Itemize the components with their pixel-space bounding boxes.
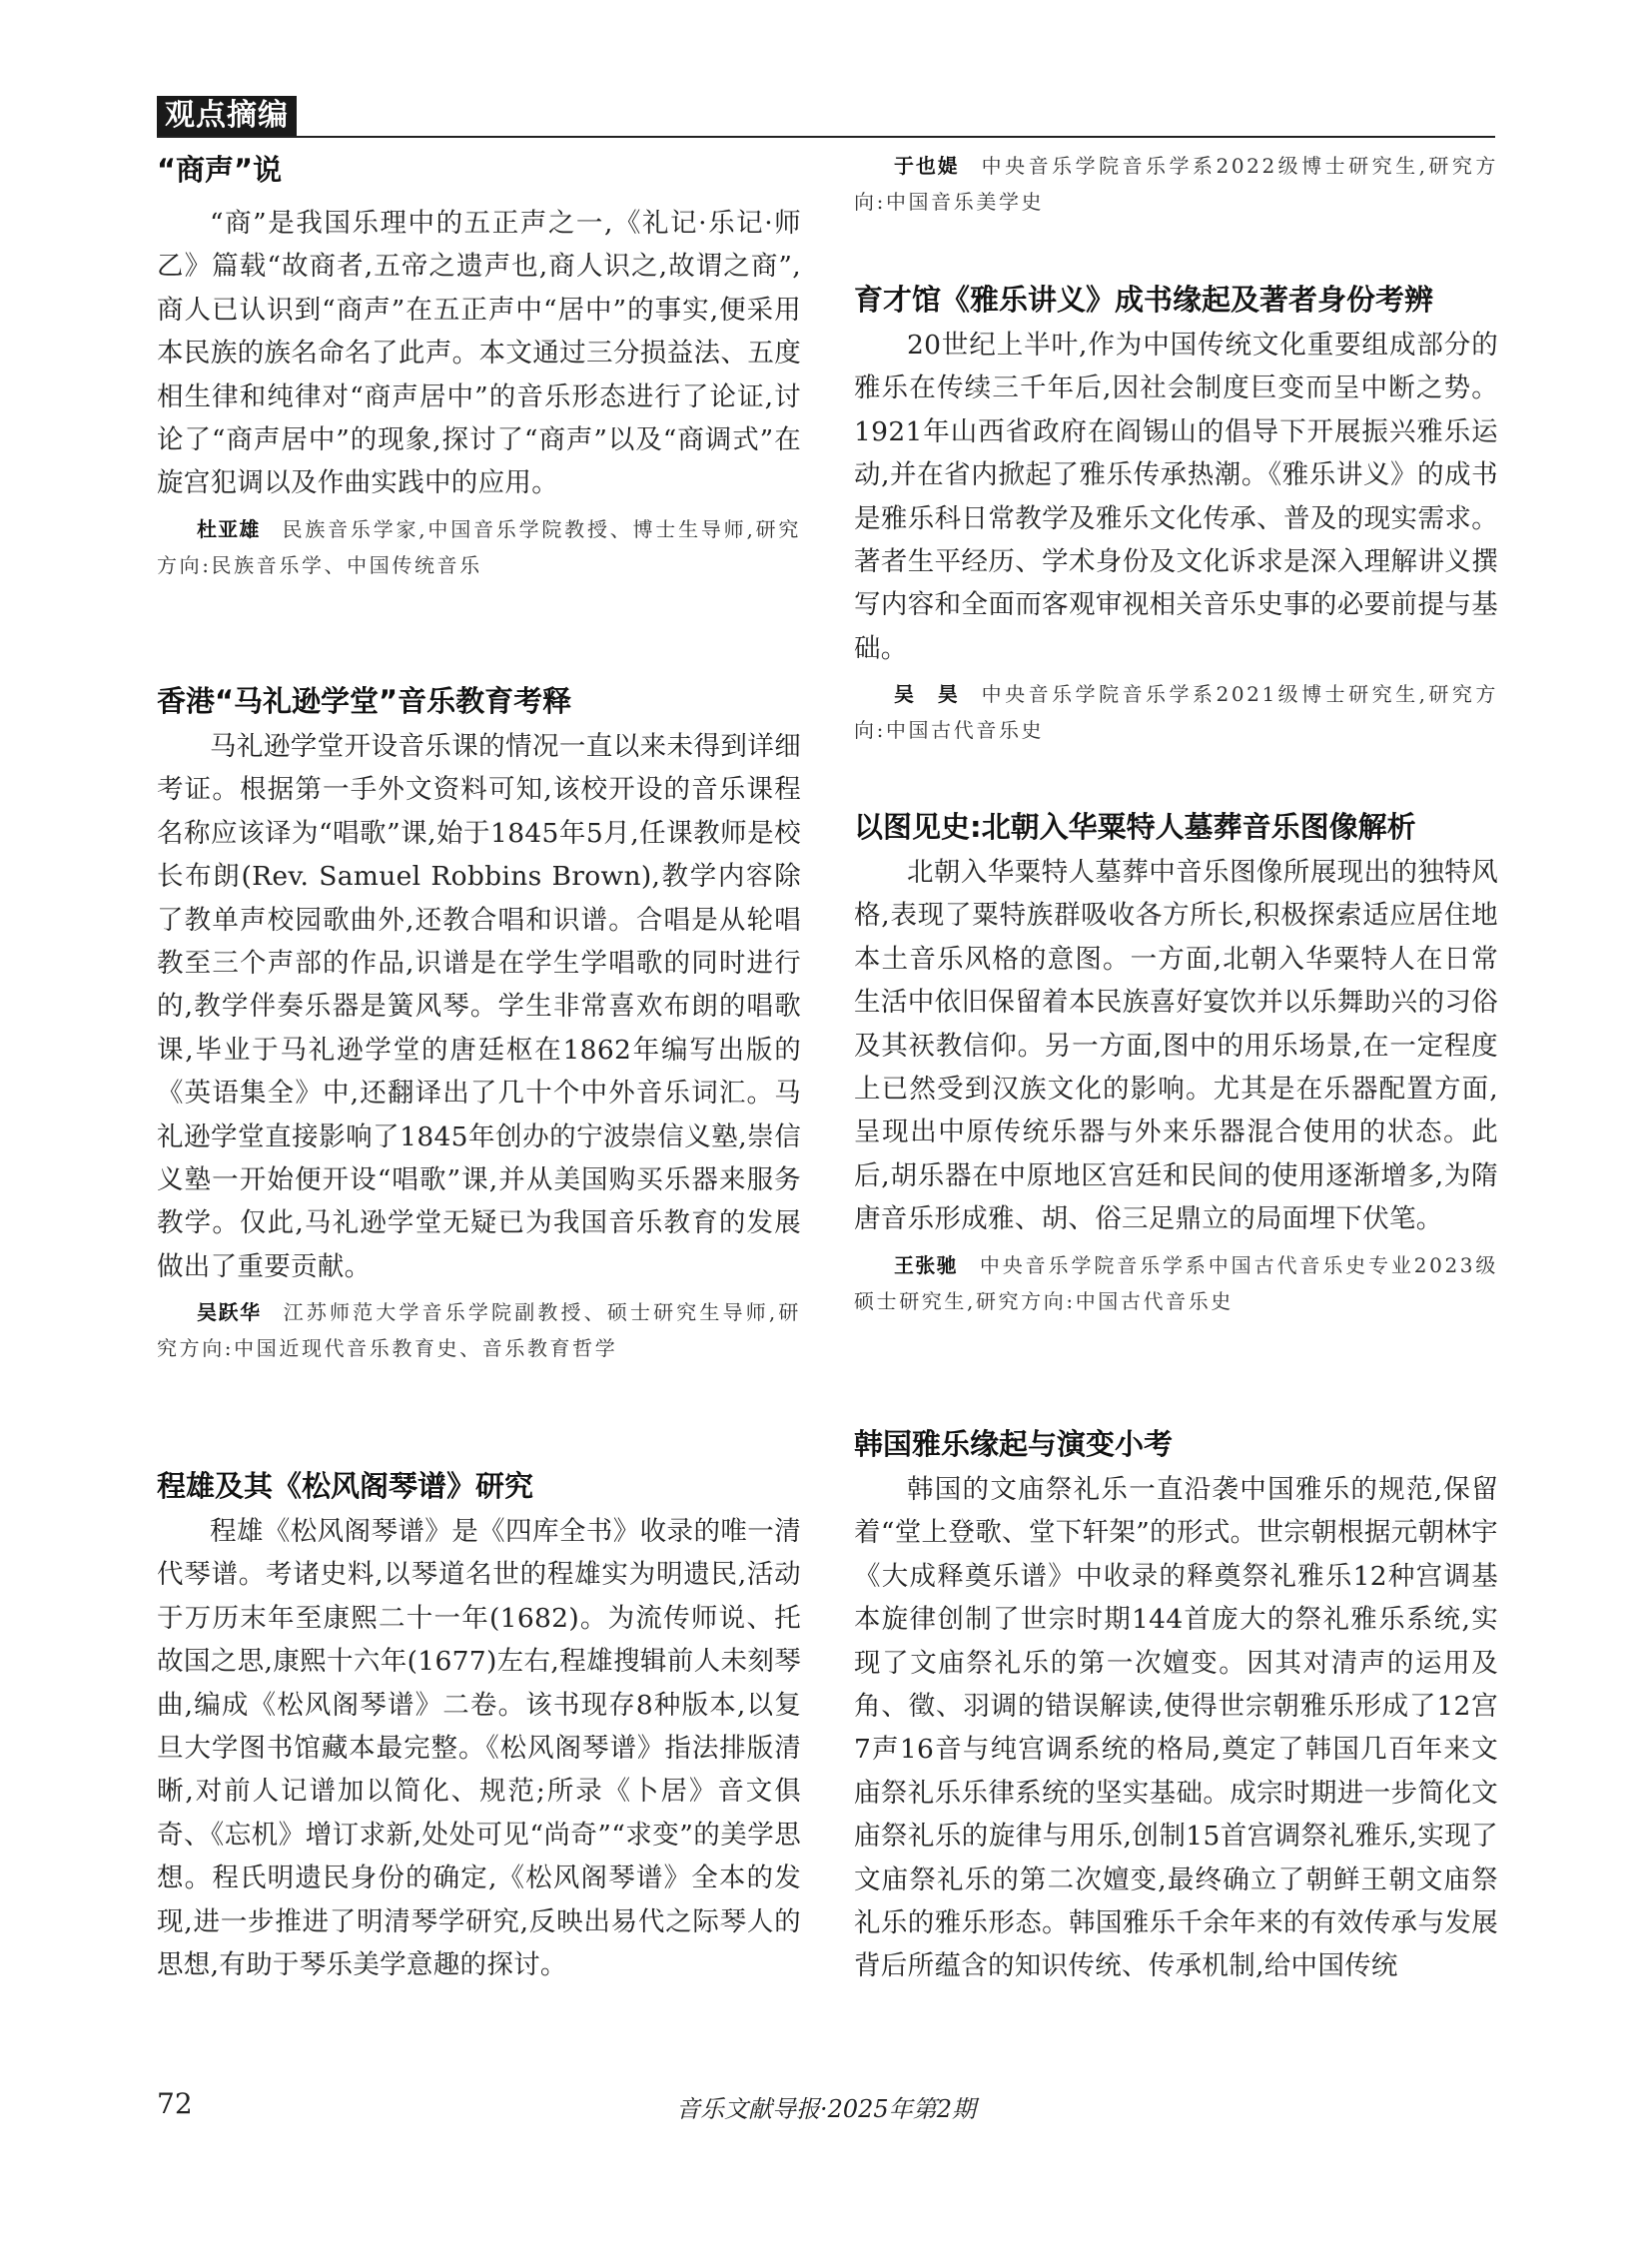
article-yayue-jiangyi [854,278,1498,748]
author-info: 中央音乐学院音乐学系2021级博士研究生,研究方向:中国古代音乐史 [854,682,1499,743]
author-name: 杜亚雄 [197,516,261,541]
author-name: 吴 昊 [894,682,960,707]
page-number: 72 [157,2087,193,2120]
article-title: 程雄及其《松风阁琴谱》研究 [157,1469,534,1503]
section-tag: 观点摘编 [157,96,297,136]
article-korean-yayue [854,1422,1498,1988]
author-name: 于也媞 [894,154,960,178]
article-abstract: 马礼逊学堂开设音乐课的情况一直以来未得到详细考证。根据第一手外文资料可知,该校开设的音乐课程名称应该译为“唱歌”课,始于1845年5月,任课教师是校长布朗(Rev. Samuel Robbins Brown),教学内容除了教单声校园歌曲外,还教合唱和识谱。合唱是从轮唱教至三个声部的作品,识谱是在学生学唱歌的同时进行的,教学伴奏乐器是簧风琴。学生非常喜欢布朗的唱歌课,毕业于马礼逊学堂的唐廷枢在1862年编写出版的《英语集全》中,还翻译出了几十个中外音乐词汇。马礼逊学堂直接影响了1845年创办的宁波崇信义塾,崇信义塾一开始便开设“唱歌”课,并从美国购买乐器来服务教学。仅此,马礼逊学堂无疑已为我国音乐教育的发展做出了重要贡献。 [157,731,801,1282]
author-bio [854,148,1498,220]
article-shangsheng [157,148,801,583]
article-title: 韩国雅乐缘起与演变小考 [854,1427,1174,1461]
author-name: 吴跃华 [197,1300,262,1325]
article-title: “商声”说 [157,153,283,187]
article-abstract: 韩国的文庙祭礼乐一直沿袭中国雅乐的规范,保留着“堂上登歌、堂下轩架”的形式。世宗朝根据元朝林宇《大成释奠乐谱》中收录的释奠祭礼雅乐12种宫调基本旋律创制了世宗时期144首庞大的祭礼雅乐系统,实现了文庙祭礼乐的第一次嬗变。因其对清声的运用及角、徵、羽调的错误解读,使得世宗朝雅乐形成了12宫7声16音与纯宫调系统的格局,奠定了韩国几百年来文庙祭礼乐乐律系统的坚实基础。成宗时期进一步简化文庙祭礼乐的旋律与用乐,创制15首宫调祭礼雅乐,实现了文庙祭礼乐的第二次嬗变,最终确立了朝鲜王朝文庙祭礼乐的雅乐形态。韩国雅乐千余年来的有效传承与发展背后所蕴含的知识传统、传承机制,给中国传统 [854,1474,1498,1982]
author-info: 中央音乐学院音乐学系2022级博士研究生,研究方向:中国音乐美学史 [854,154,1499,214]
article-abstract: “商”是我国乐理中的五正声之一,《礼记·乐记·师乙》篇载“故商者,五帝之遗声也,商人识之,故谓之商”,商人已认识到“商声”在五正声中“居中”的事实,便采用本民族的族名命名了此声。本文通过三分损益法、五度相生律和纯律对“商声居中”的音乐形态进行了论证,讨论了“商声居中”的现象,探讨了“商声”以及“商调式”在旋宫犯调以及作曲实践中的应用。 [157,208,801,499]
article-title: 育才馆《雅乐讲义》成书缘起及著者身份考辨 [854,283,1434,317]
article-abstract: 20世纪上半叶,作为中国传统文化重要组成部分的雅乐在传续三千年后,因社会制度巨变而呈中断之势。1921年山西省政府在阎锡山的倡导下开展振兴雅乐运动,并在省内掀起了雅乐传承热潮。《雅乐讲义》的成书是雅乐科日常教学及雅乐文化传承、普及的现实需求。著者生平经历、学术身份及文化诉求是深入理解讲义撰写内容和全面而客观审视相关音乐史事的必要前提与基础。 [854,330,1498,664]
author-bio-continued [854,148,1498,220]
author-info: 民族音乐学家,中国音乐学院教授、博士生导师,研究方向:民族音乐学、中国传统音乐 [157,516,801,577]
journal-footer: 音乐文献导报·2025年第2期 [676,2095,976,2123]
article-abstract: 北朝入华粟特人墓葬中音乐图像所展现出的独特风格,表现了粟特族群吸收各方所长,积极探索适应居住地本土音乐风格的意图。一方面,北朝入华粟特人在日常生活中依旧保留着本民族喜好宴饮并以乐舞助兴的习俗及其祆教信仰。另一方面,图中的用乐场景,在一定程度上已然受到汉族文化的影响。尤其是在乐器配置方面,呈现出中原传统乐器与外来乐器混合使用的状态。此后,胡乐器在中原地区宫廷和民间的使用逐渐增多,为隋唐音乐形成雅、胡、俗三足鼎立的局面埋下伏笔。 [854,857,1498,1235]
article-title: 香港“马礼逊学堂”音乐教育考释 [157,684,572,718]
article-morrison-school [157,679,801,1366]
author-info: 中央音乐学院音乐学系中国古代音乐史专业2023级硕士研究生,研究方向:中国古代音乐史 [854,1252,1498,1313]
article-abstract: 程雄《松风阁琴谱》是《四库全书》收录的唯一清代琴谱。考诸史料,以琴道名世的程雄实为明遗民,活动于万历末年至康熙二十一年(1682)。为流传师说、托故国之思,康熙十六年(1677)左右,程雄搜辑前人未刻琴曲,编成《松风阁琴谱》二卷。该书现存8种版本,以复旦大学图书馆藏本最完整。《松风阁琴谱》指法排版清晰,对前人记谱加以简化、规范;所录《卜居》音文俱奇、《忘机》增订求新,处处可见“尚奇”“求变”的美学思想。程氏明遗民身份的确定,《松风阁琴谱》全本的发现,进一步推进了明清琴学研究,反映出易代之际琴人的思想,有助于琴乐美学意趣的探讨。 [157,1516,801,1981]
author-bio [854,1247,1498,1319]
author-name: 王张驰 [894,1252,958,1277]
section-header [157,96,1495,138]
article-sogdian-tombs [854,805,1498,1319]
article-title: 以图见史:北朝入华粟特人墓葬音乐图像解析 [854,810,1416,844]
author-info: 江苏师范大学音乐学院副教授、硕士研究生导师,研究方向:中国近现代音乐教育史、音乐教育哲学 [157,1300,801,1361]
author-bio [157,1294,801,1366]
author-bio [157,511,801,583]
article-songfengge [157,1464,801,1986]
author-bio [854,676,1498,748]
